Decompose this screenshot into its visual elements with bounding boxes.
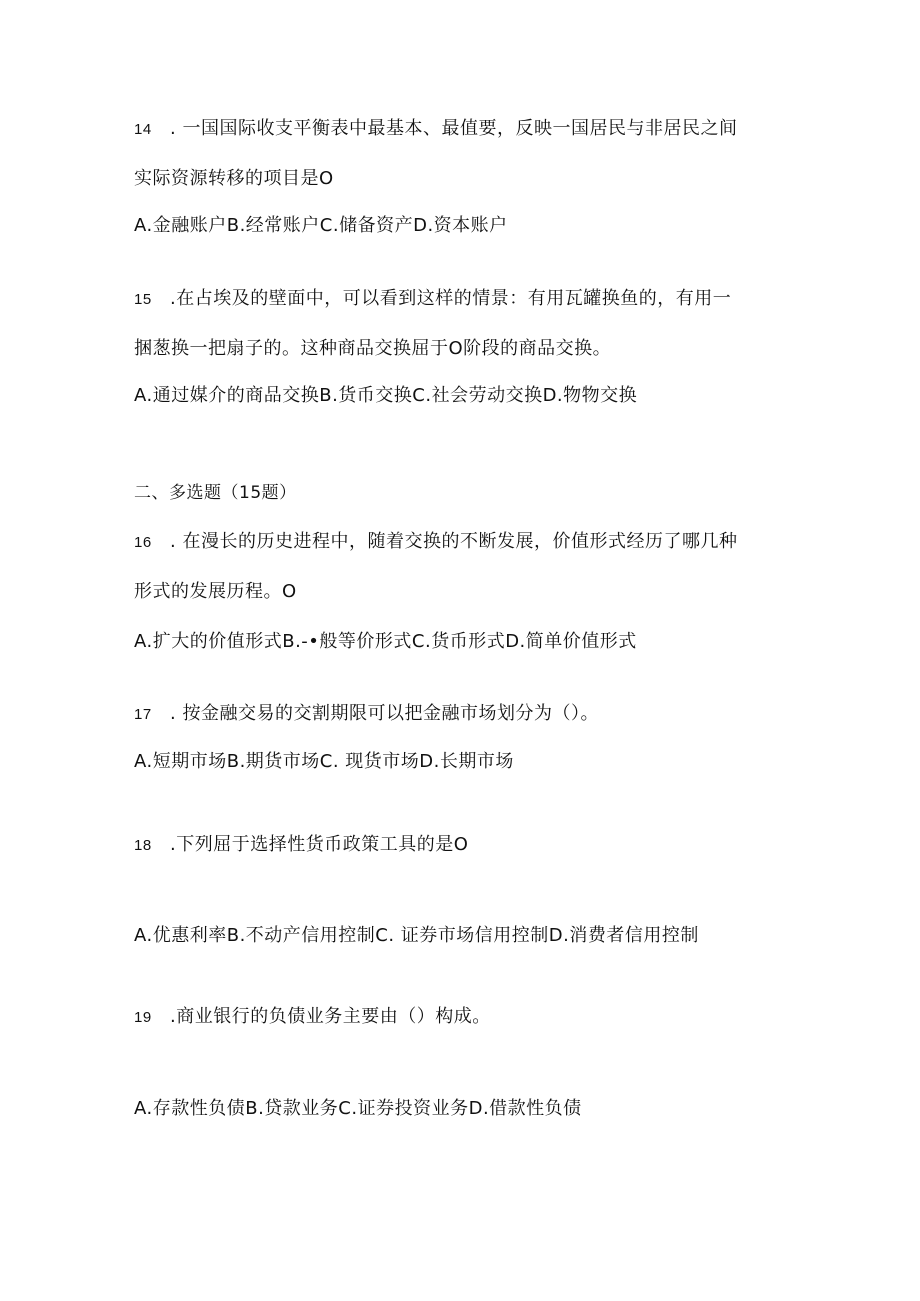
question-16-options: A.扩大的价值形式B.-•般等价形式C.货币形式D.简单价值形式	[134, 631, 637, 652]
question-18-options: A.优惠利率B.不动产信用控制C. 证券市场信用控制D.消费者信用控制	[134, 925, 699, 946]
question-text: .商业银行的负债业务主要由（）构成。	[170, 1006, 491, 1027]
question-text: . 一国国际收支平衡表中最基本、最值要，反映一国居民与非居民之间	[170, 118, 738, 139]
question-16-line-1	[134, 530, 737, 555]
question-14-options: A.金融账户B.经常账户C.储备资产D.资本账户	[134, 215, 508, 236]
question-14-line-2: 实际资源转移的项目是O	[134, 168, 334, 189]
question-number: 19	[134, 1009, 152, 1026]
question-text: .在占埃及的壁面中，可以看到这样的情景：有用瓦罐换鱼的，有用一	[170, 288, 732, 309]
question-17-options: A.短期市场B.期货市场C. 现货市场D.长期市场	[134, 751, 514, 772]
question-number: 17	[134, 706, 152, 723]
question-19-options: A.存款性负债B.贷款业务C.证券投资业务D.借款性负债	[134, 1098, 582, 1119]
question-number: 14	[134, 121, 152, 138]
question-16-line-2: 形式的发展历程。O	[134, 581, 297, 602]
question-17-line-1	[134, 702, 599, 727]
question-14-line-1	[134, 117, 737, 142]
question-number: 15	[134, 291, 152, 308]
question-15-line-1	[134, 287, 731, 312]
question-18-line-1	[134, 833, 468, 858]
question-text: . 在漫长的历史进程中，随着交换的不断发展，价值形式经历了哪几种	[170, 531, 738, 552]
question-text: . 按金融交易的交割期限可以把金融市场划分为（）。	[170, 703, 599, 724]
question-number: 16	[134, 534, 152, 551]
question-19-line-1	[134, 1005, 491, 1030]
section-heading: 二、多选题（15题）	[134, 483, 297, 503]
question-15-options: A.通过媒介的商品交换B.货币交换C.社会劳动交换D.物物交换	[134, 385, 638, 406]
question-15-line-2: 捆葱换一把扇子的。这种商品交换屈于O阶段的商品交换。	[134, 338, 612, 359]
question-text: .下列屈于选择性货币政策工具的是O	[170, 834, 469, 855]
question-number: 18	[134, 837, 152, 854]
